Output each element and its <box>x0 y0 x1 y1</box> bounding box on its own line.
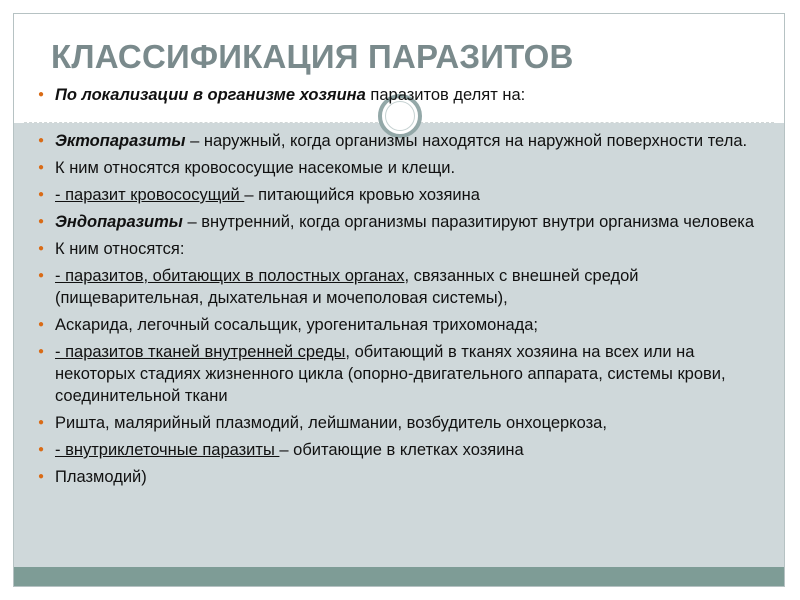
bullet-list <box>38 84 768 488</box>
list-item <box>38 341 768 407</box>
list-item <box>38 412 768 434</box>
item-text: – внутренний, когда организмы паразитируют внутри организма человека <box>182 213 755 231</box>
list-item <box>38 211 768 233</box>
item-text: Плазмодий) <box>55 468 147 486</box>
item-text: Ришта, малярийный плазмодий, лейшмании, возбудитель онхоцеркоза, <box>55 414 607 432</box>
slide-title: КЛАССИФИКАЦИЯ ПАРАЗИТОВ <box>51 38 574 75</box>
item-text: – питающийся кровью хозяина <box>244 186 480 204</box>
item-underlined: - паразит кровососущий <box>55 186 245 204</box>
item-text: – обитающие в клетках хозяина <box>279 441 524 459</box>
list-item <box>38 238 768 260</box>
intro-item <box>38 84 768 106</box>
list-item <box>38 265 768 309</box>
item-underlined: - паразитов тканей внутренней среды <box>55 343 346 361</box>
item-text: , обитающий в тканях хозяина на всех или на некоторых стадиях жизненного цикла (опорно-двигательного аппарата, системы крови, соединительной ткани <box>55 343 726 405</box>
list-item <box>38 466 768 488</box>
item-underlined: - паразитов, обитающих в полостных органах <box>55 267 405 285</box>
item-text: Аскарида, легочный сосальщик, урогенитальная трихомонада; <box>55 316 539 334</box>
list-item <box>38 184 768 206</box>
item-bold: Эктопаразиты <box>55 132 186 150</box>
item-text: К ним относятся: <box>55 240 185 258</box>
footer-bar <box>14 567 784 586</box>
list-item <box>38 130 768 152</box>
item-text: – наружный, когда организмы находятся на наружной поверхности тела. <box>185 132 748 150</box>
intro-rest: паразитов делят на: <box>365 86 526 104</box>
list-item <box>38 314 768 336</box>
list-item <box>38 157 768 179</box>
item-text: К ним относятся кровососущие насекомые и клещи. <box>55 159 456 177</box>
item-text: , связанных с внешней средой (пищеварительная, дыхательная и мочеполовая системы), <box>55 267 639 307</box>
item-bold: Эндопаразиты <box>55 213 183 231</box>
item-underlined: - внутриклеточные паразиты <box>55 441 280 459</box>
slide <box>13 13 785 587</box>
list-item <box>38 439 768 461</box>
intro-bold: По локализации в организме хозяина <box>55 86 366 104</box>
